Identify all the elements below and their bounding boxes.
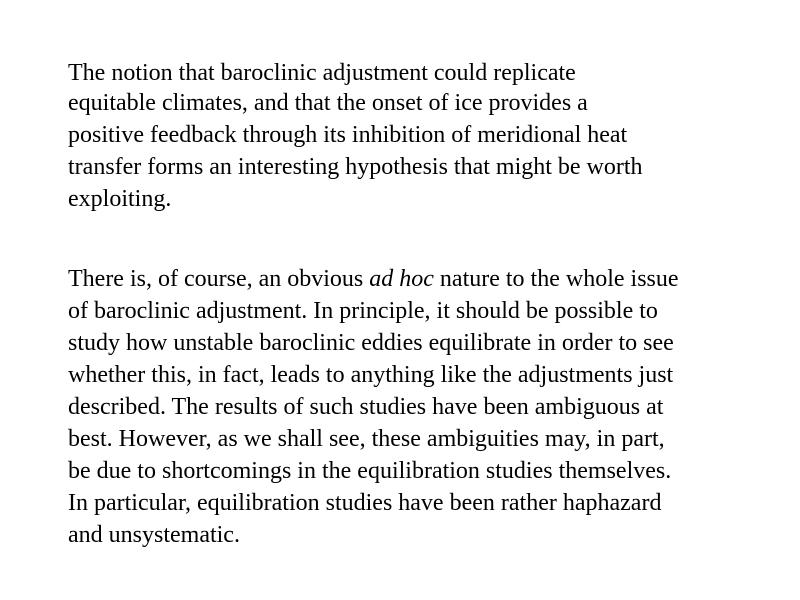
paragraph-2-line: described. The results of such studies have been ambiguous at bbox=[68, 394, 664, 420]
paragraph-2-line bbox=[68, 264, 679, 294]
paragraph-2-line: of baroclinic adjustment. In principle, it should be possible to bbox=[68, 298, 658, 324]
paragraph-1-line: The notion that baroclinic adjustment could replicate bbox=[68, 60, 576, 86]
paragraph-2-line: In particular, equilibration studies have been rather haphazard bbox=[68, 490, 662, 516]
paragraph-1-line: equitable climates, and that the onset of ice provides a bbox=[68, 90, 588, 116]
text-segment: nature to the whole issue bbox=[433, 266, 679, 292]
paragraph-1-line: positive feedback through its inhibition of meridional heat bbox=[68, 122, 628, 148]
paragraph-2-line: and unsystematic. bbox=[68, 522, 240, 548]
text-segment: There is, of course, an obvious bbox=[68, 266, 370, 292]
paragraph-2-line: be due to shortcomings in the equilibration studies themselves. bbox=[68, 458, 672, 484]
paragraph-2-line: best. However, as we shall see, these ambiguities may, in part, bbox=[68, 426, 665, 452]
paragraph-2-line: study how unstable baroclinic eddies equilibrate in order to see bbox=[68, 330, 674, 356]
emphasis-text: ad hoc bbox=[369, 266, 434, 292]
paragraph-1-line: exploiting. bbox=[68, 186, 172, 212]
paragraph-2-line: whether this, in fact, leads to anything like the adjustments just bbox=[68, 362, 674, 388]
paragraph-1-line: transfer forms an interesting hypothesis that might be worth bbox=[68, 154, 643, 180]
